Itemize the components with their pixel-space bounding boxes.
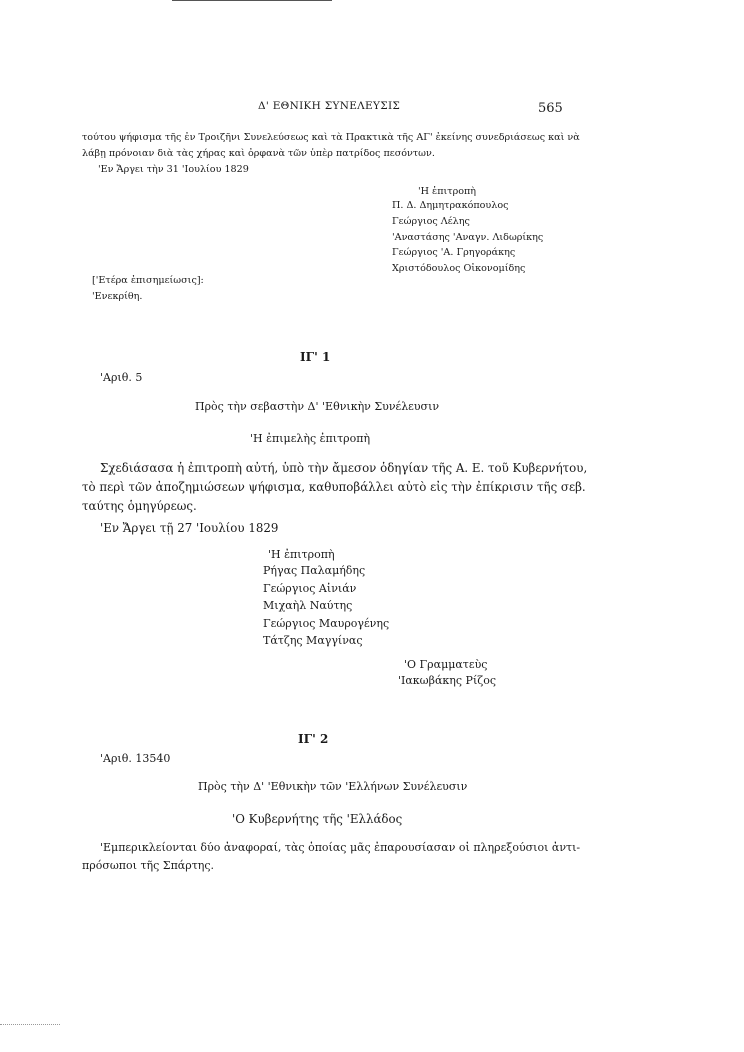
sender-line: 'Η ἐπιμελὴς ἐπιτροπὴ — [250, 432, 371, 445]
committee-member: Π. Δ. Δημητρακόπουλος — [392, 200, 509, 211]
committee-member: Γεώργιος Αἰνιάν — [263, 581, 357, 595]
committee-member: Τάτζης Μαγγίνας — [263, 634, 363, 648]
top-paragraph-line: τούτου ψήφισμα τῆς ἐν Τροιζῆνι Συνελεύσεως καὶ τὰ Πρακτικὰ τῆς ΑΓ' ἐκείνης συνεδριάσεως καὶ νὰ — [82, 132, 580, 143]
committee-member: Γεώργιος Λέλης — [392, 215, 470, 227]
paragraph-line: πρόσωποι τῆς Σπάρτης. — [82, 859, 215, 872]
bottom-scan-mark — [0, 1024, 60, 1026]
top-committee-title: 'Η ἐπιτροπὴ — [418, 186, 477, 197]
note-value: 'Ενεκρίθη. — [92, 291, 143, 302]
secretary-title: 'Ο Γραμματεὺς — [404, 658, 488, 671]
committee-member: Χριστόδουλος Οἰκονομίδης — [392, 263, 526, 275]
top-paragraph-line: λάβῃ πρόνοιαν διὰ τὰς χήρας καὶ ὀρφανὰ τῶν ὑπὲρ πατρίδος πεσόντων. — [82, 147, 435, 159]
committee-member: Μιχαὴλ Ναύτης — [263, 599, 353, 613]
committee-member: 'Αναστάσης 'Αναγν. Λιδωρίκης — [392, 231, 544, 243]
document-number: 'Αριθ. 13540 — [100, 752, 171, 765]
paragraph-line: Σχεδιάσασα ἡ ἐπιτροπὴ αὐτή, ὑπὸ τὴν ἄμεσον ὁδηγίαν τῆς Α. Ε. τοῦ Κυβερνήτου, — [100, 461, 588, 475]
top-committee-list — [392, 198, 543, 277]
section-1-committee-title: 'Η ἐπιτροπὴ — [268, 548, 335, 561]
paragraph-line: ταύτης ὁμηγύρεως. — [82, 499, 197, 513]
document-number: 'Αριθ. 5 — [100, 371, 143, 384]
note-label: ['Ετέρα ἐπισημείωσις]: — [92, 275, 204, 286]
paragraph-line: τὸ περὶ τῶν ἀποζημιώσεων ψήφισμα, καθυποβάλλει αὐτὸ εἰς τὴν ἐπίκρισιν τῆς σεβ. — [82, 480, 586, 494]
secretary-name: 'Ιακωβάκης Ρίζος — [398, 674, 497, 687]
section-1-date: 'Εν Ἄργει τῇ 27 'Ιουλίου 1829 — [100, 521, 279, 535]
page-number: 565 — [538, 101, 563, 116]
page-header-title: Δ' ΕΘΝΙΚΗ ΣΥΝΕΛΕΥΣΙΣ — [258, 100, 401, 112]
section-2-paragraph — [82, 839, 580, 875]
section-heading-2: ΙΓ' 2 — [298, 732, 329, 746]
top-rule — [172, 0, 332, 2]
addressee-line: Πρὸς τὴν σεβαστὴν Δ' 'Εθνικὴν Συνέλευσιν — [195, 400, 440, 413]
committee-member: Γεώργιος 'Α. Γρηγοράκης — [392, 247, 516, 259]
section-heading-1: ΙΓ' 1 — [300, 350, 331, 364]
top-date: 'Εν Ἄργει τὴν 31 'Ιουλίου 1829 — [98, 164, 249, 175]
sender-line: 'Ο Κυβερνήτης τῆς 'Ελλάδος — [232, 812, 403, 826]
section-1-paragraph — [82, 459, 587, 516]
committee-member: Ρήγας Παλαμήδης — [263, 564, 366, 577]
addressee-line: Πρὸς τὴν Δ' 'Εθνικὴν τῶν 'Ελλήνων Συνέλευσιν — [198, 780, 468, 793]
top-paragraph — [82, 130, 580, 161]
committee-member: Γεώργιος Μαυρογένης — [263, 616, 390, 630]
paragraph-line: 'Εμπερικλείονται δύο ἀναφοραί, τὰς ὁποίας μᾶς ἐπαρουσίασαν οἱ πληρεξούσιοι ἀντι- — [100, 841, 581, 854]
section-1-committee-list — [263, 562, 389, 650]
